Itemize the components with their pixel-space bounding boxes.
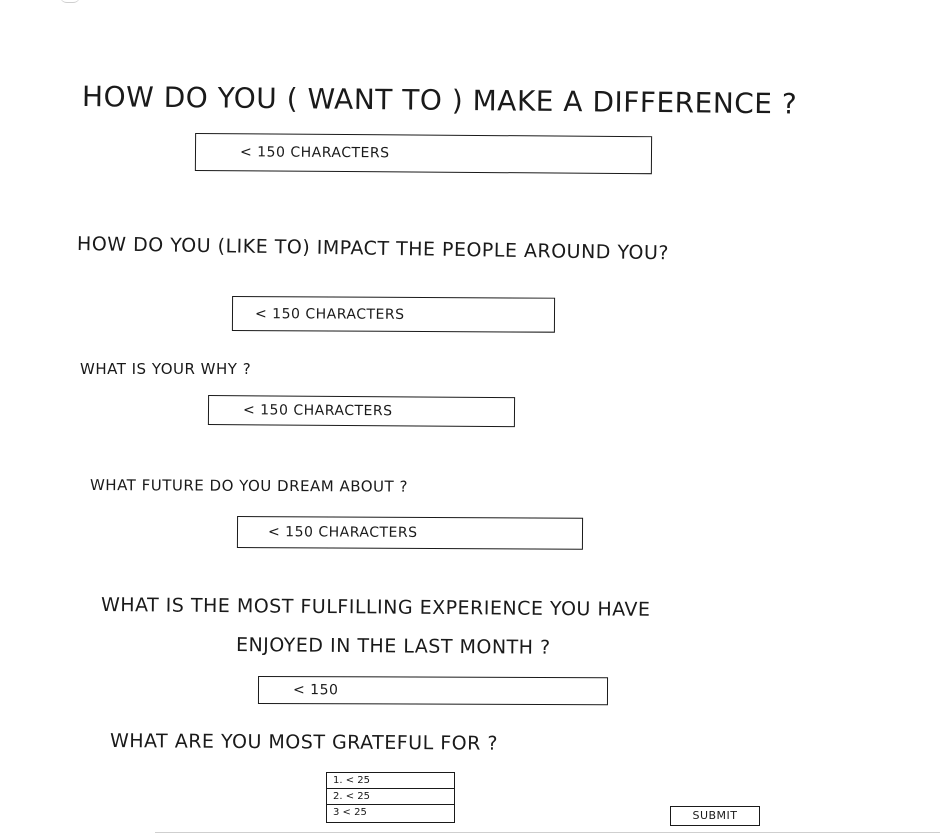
grateful-item-2-input[interactable]: 2. < 25 (327, 789, 454, 805)
question-1-input[interactable] (195, 133, 652, 174)
grateful-item-1-input[interactable]: 1. < 25 (327, 773, 454, 789)
question-5-label-line-2: ENJOYED IN THE LAST MONTH ? (235, 634, 551, 659)
question-6-label: WHAT ARE YOU MOST GRATEFUL FOR ? (109, 730, 499, 755)
question-2-label: HOW DO YOU (LIKE TO) IMPACT THE PEOPLE AROUND YOU? (76, 233, 670, 265)
question-3-placeholder: < 150 CHARACTERS (242, 402, 393, 420)
question-3-label: WHAT IS YOUR WHY ? (80, 360, 252, 378)
question-4-placeholder: < 150 CHARACTERS (267, 524, 418, 541)
question-4-input[interactable] (237, 516, 583, 550)
question-3-input[interactable] (208, 395, 515, 427)
grateful-item-3-input[interactable]: 3 < 25 (333, 807, 367, 818)
page-corner-mark (60, 0, 80, 3)
question-4-label: WHAT FUTURE DO YOU DREAM ABOUT ? (89, 476, 409, 496)
question-5-input[interactable] (258, 676, 608, 705)
question-5-label-line-1: WHAT IS THE MOST FULFILLING EXPERIENCE YOU HAVE (100, 594, 651, 621)
grateful-list (326, 772, 455, 823)
question-1-placeholder: < 150 CHARACTERS (239, 144, 390, 162)
bottom-divider (155, 832, 940, 833)
question-2-input[interactable] (232, 296, 555, 333)
question-5-placeholder: < 150 (292, 682, 339, 699)
question-1-label: HOW DO YOU ( WANT TO ) MAKE A DIFFERENCE ? (81, 80, 798, 121)
question-2-placeholder: < 150 CHARACTERS (254, 305, 405, 323)
submit-button[interactable]: SUBMIT (670, 806, 760, 826)
